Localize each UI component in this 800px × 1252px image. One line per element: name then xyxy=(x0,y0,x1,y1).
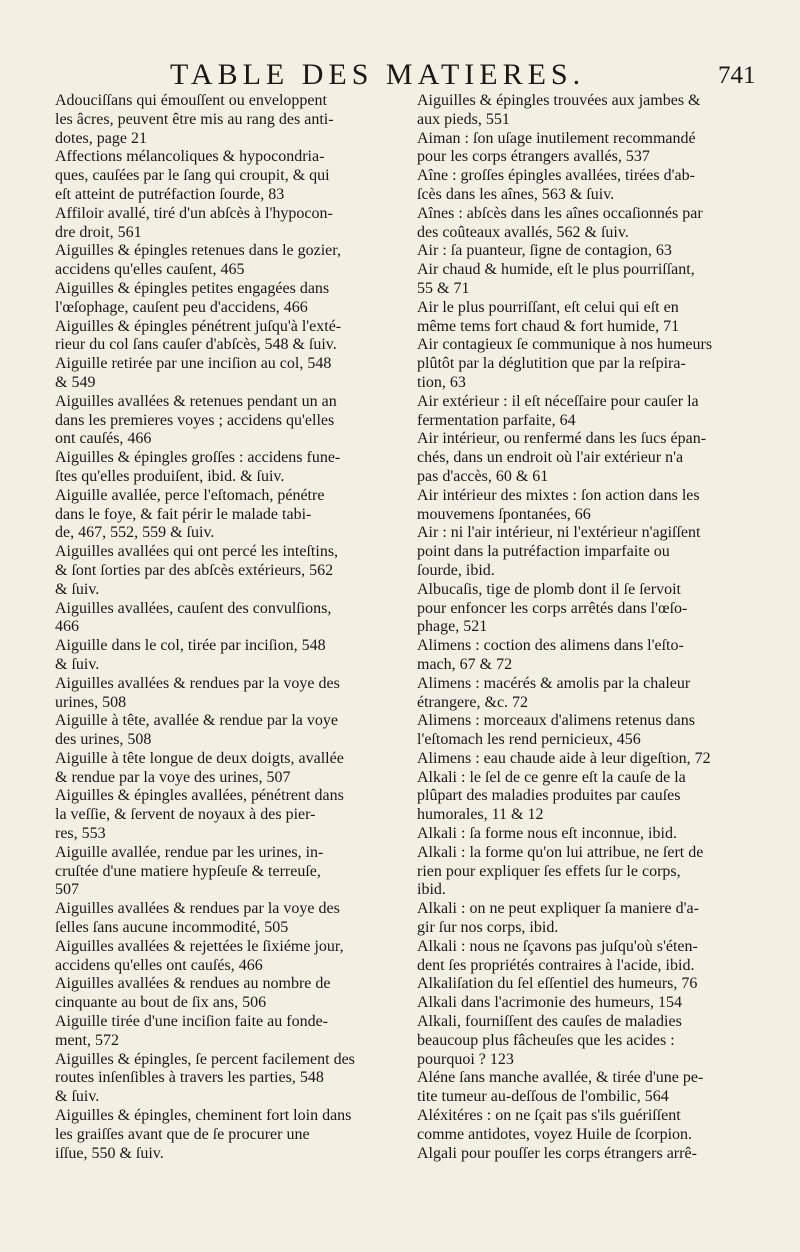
index-entry xyxy=(55,280,410,318)
index-entry xyxy=(55,393,410,449)
index-entry-line: plûpart des maladies produites par cauſes xyxy=(417,787,681,805)
index-entry-line: Alkali : on ne peut expliquer ſa maniere d'a- xyxy=(417,900,699,918)
index-entry xyxy=(417,1013,772,1069)
index-entry xyxy=(55,148,410,204)
index-entry xyxy=(417,675,772,713)
index-entry xyxy=(55,600,410,638)
index-entry-line: chés, dans un endroit où l'air extérieur n'a xyxy=(417,449,684,467)
index-entry-line: Aiguille avallée, perce l'eſtomach, pénétre xyxy=(55,486,325,504)
index-entry-line: 507 xyxy=(55,881,79,899)
index-entry-line: Air extérieur : il eſt néceſſaire pour cauſer la xyxy=(417,392,699,410)
index-entry-line: Aiguilles avallées & rendues par la voye des xyxy=(55,674,340,692)
index-entry-line: beaucoup plus fâcheuſes que les acides : xyxy=(417,1031,675,1049)
index-entry-line: pour enfoncer les corps arrêtés dans l'œſo- xyxy=(417,599,688,617)
index-entry-line: dent ſes propriétés contraires à l'acide, ibid. xyxy=(417,956,695,974)
index-entry-line: Aiguilles & épingles petites engagées dans xyxy=(55,279,330,297)
index-entry-line: ont cauſés, 466 xyxy=(55,430,152,448)
index-entry-line: phage, 521 xyxy=(417,618,488,636)
index-entry-line: Aiguilles & épingles groſſes : accidens fune- xyxy=(55,449,341,467)
index-entry xyxy=(55,1013,410,1051)
index-entry-line: Air intérieur, ou renfermé dans les ſucs épan- xyxy=(417,430,707,448)
index-entry-line: 466 xyxy=(55,618,79,636)
index-entry xyxy=(417,242,772,261)
index-entry xyxy=(417,581,772,637)
index-entry-line: Aîne : groſſes épingles avallées, tirées d'ab- xyxy=(417,167,695,185)
index-entry xyxy=(55,543,410,599)
index-entry xyxy=(417,750,772,769)
running-head: TABLE DES MATIERES. xyxy=(170,58,586,91)
index-entry-line: Affiloir avallé, tiré d'un abſcès à l'hypocon- xyxy=(55,204,333,222)
index-entry-line: Aléne ſans manche avallée, & tirée d'une pe- xyxy=(417,1069,704,1087)
index-entry-line: res, 553 xyxy=(55,825,106,843)
index-entry-line: dans les premieres voyes ; accidens qu'elles xyxy=(55,411,335,429)
index-entry-line: Adouciſſans qui émouſſent ou enveloppent xyxy=(55,92,327,109)
index-entry-line: des coûteaux avallés, 562 & ſuiv. xyxy=(417,223,629,241)
index-entry-line: Aiguilles & épingles pénétrent juſqu'à l'exté- xyxy=(55,317,342,335)
index-entry-line: cinquante au bout de ſix ans, 506 xyxy=(55,994,267,1012)
index-entry-line: mouvemens ſpontanées, 66 xyxy=(417,505,591,523)
index-entry-line: eſt atteint de putréfaction ſourde, 83 xyxy=(55,185,285,203)
index-entry-line: 55 & 71 xyxy=(417,279,470,297)
index-entry-line: Albucaſis, tige de plomb dont il ſe ſervoit xyxy=(417,580,681,598)
index-entry-line: cruſtée d'une matiere hypſeuſe & terreuſe, xyxy=(55,862,321,880)
index-entry xyxy=(417,167,772,205)
index-entry xyxy=(417,487,772,525)
index-entry-line: & ſuiv. xyxy=(55,655,100,673)
index-entry-line: Alkali : nous ne ſçavons pas juſqu'où s'éten- xyxy=(417,937,698,955)
index-entry-line: Aiguille à tête longue de deux doigts, avallée xyxy=(55,749,344,767)
index-entry-line: Alkaliſation du ſel eſſentiel des humeurs, 76 xyxy=(417,975,698,993)
index-entry-line: & rendue par la voye des urines, 507 xyxy=(55,768,291,786)
index-entry-line: Aiguilles avallées & retenues pendant un an xyxy=(55,392,337,410)
index-entry-line: tite tumeur au-deſſous de l'ombilic, 564 xyxy=(417,1088,669,1106)
index-entry xyxy=(417,1145,772,1164)
index-entry xyxy=(55,675,410,713)
index-entry xyxy=(417,1069,772,1107)
index-entry-line: plûtôt par la déglutition que par la reſpira- xyxy=(417,355,686,373)
index-entry-line: pas d'accès, 60 & 61 xyxy=(417,467,549,485)
index-entry-line: pour les corps étrangers avallés, 537 xyxy=(417,148,650,166)
index-entry-line: rien pour expliquer ſes effets ſur le corps, xyxy=(417,862,681,880)
index-entry-line: Air intérieur des mixtes : ſon action dans les xyxy=(417,486,700,504)
index-entry xyxy=(417,524,772,580)
index-entry-line: rieur du col ſans cauſer d'abſcès, 548 & ſuiv. xyxy=(55,336,337,354)
index-entry xyxy=(55,318,410,356)
index-entry-line: Alkali dans l'acrimonie des humeurs, 154 xyxy=(417,994,683,1012)
index-entry-line: & ſuiv. xyxy=(55,580,100,598)
index-entry-line: Alimens : macérés & amolis par la chaleur xyxy=(417,674,691,692)
index-column-right xyxy=(417,92,772,1163)
index-entry-line: aux pieds, 551 xyxy=(417,110,510,128)
index-entry-line: Aînes : abſcès dans les aînes occaſionnés par xyxy=(417,204,703,222)
index-entry xyxy=(417,130,772,168)
index-entry-line: Aiguilles & épingles avallées, pénétrent dans xyxy=(55,787,344,805)
index-entry xyxy=(55,844,410,900)
index-entry-line: fermentation parfaite, 64 xyxy=(417,411,576,429)
index-entry-line: Alkali, fourniſſent des cauſes de maladies xyxy=(417,1013,682,1031)
index-entry-line: Aléxitéres : on ne ſçait pas s'ils guériſſent xyxy=(417,1107,681,1125)
index-entry-line: des urines, 508 xyxy=(55,731,152,749)
index-entry-line: Aiguille retirée par une inciſion au col, 548 xyxy=(55,355,332,373)
index-entry-line: ſtes qu'elles produiſent, ibid. & ſuiv. xyxy=(55,467,285,485)
index-entry xyxy=(55,449,410,487)
index-entry xyxy=(55,975,410,1013)
index-entry-line: point dans la putréfaction imparfaite ou xyxy=(417,543,670,561)
index-entry-line: Aiguille tirée d'une inciſion faite au fonde- xyxy=(55,1013,329,1031)
index-entry xyxy=(55,1107,410,1163)
index-entry xyxy=(417,844,772,900)
index-entry-line: Algali pour pouſſer les corps étrangers arrê- xyxy=(417,1144,697,1162)
index-entry-line: ſcès dans les aînes, 563 & ſuiv. xyxy=(417,185,615,203)
index-entry-line: Aiman : ſon uſage inutilement recommandé xyxy=(417,129,696,147)
index-entry-line: Affections mélancoliques & hypocondria- xyxy=(55,148,325,166)
index-entry-line: ſourde, ibid. xyxy=(417,561,495,579)
index-entry xyxy=(417,712,772,750)
index-entry-line: tion, 63 xyxy=(417,373,466,391)
index-entry-line: pourquoi ? 123 xyxy=(417,1050,514,1068)
index-column-left xyxy=(55,92,410,1163)
index-entry-line: iſſue, 550 & ſuiv. xyxy=(55,1144,164,1162)
index-entry-line: Aiguilles & épingles retenues dans le gozier, xyxy=(55,242,341,260)
index-entry-line: Alkali : ſa forme nous eſt inconnue, ibid. xyxy=(417,825,677,843)
index-entry-line: l'œſophage, cauſent peu d'accidens, 466 xyxy=(55,298,308,316)
index-entry-line: Alkali : le ſel de ce genre eſt la cauſe de la xyxy=(417,768,686,786)
index-entry-line: Alimens : coction des alimens dans l'eſto- xyxy=(417,637,684,655)
index-entry-line: comme antidotes, voyez Huile de ſcorpion. xyxy=(417,1125,693,1143)
index-entry-line: Aiguilles & épingles, ſe percent facilement des xyxy=(55,1050,355,1068)
index-entry-line: Air chaud & humide, eſt le plus pourriſſant, xyxy=(417,261,695,279)
index-entry xyxy=(55,487,410,543)
index-entry xyxy=(417,205,772,243)
index-entry-line: Air contagieux ſe communique à nos humeurs xyxy=(417,336,713,354)
index-entry xyxy=(55,750,410,788)
index-entry-line: Aiguilles avallées, cauſent des convulſions, xyxy=(55,599,332,617)
index-entry-line: Air : ſa puanteur, ſigne de contagion, 63 xyxy=(417,242,672,260)
index-entry-line: Air le plus pourriſſant, eſt celui qui eſt en xyxy=(417,298,679,316)
index-entry-line: Aiguilles & épingles, cheminent fort loin dans xyxy=(55,1107,352,1125)
index-entry-line: accidens qu'elles ont cauſés, 466 xyxy=(55,956,263,974)
index-entry-line: dotes, page 21 xyxy=(55,129,147,147)
index-entry-line: & ſuiv. xyxy=(55,1088,100,1106)
index-entry-line: ques, cauſées par le ſang qui croupit, & qui xyxy=(55,167,330,185)
index-entry xyxy=(417,769,772,825)
index-entry-line: Aiguilles avallées & rendues par la voye des xyxy=(55,900,340,918)
index-entry-line: l'eſtomach les rend pernicieux, 456 xyxy=(417,731,641,749)
index-entry xyxy=(417,261,772,299)
index-entry-line: Aiguille dans le col, tirée par inciſion, 548 xyxy=(55,637,326,655)
index-entry-line: les graiſſes avant que de ſe procurer une xyxy=(55,1125,310,1143)
index-entry-line: Alimens : morceaux d'alimens retenus dans xyxy=(417,712,695,730)
index-entry xyxy=(55,242,410,280)
index-entry xyxy=(417,1107,772,1145)
index-entry xyxy=(55,938,410,976)
index-entry xyxy=(417,299,772,337)
index-entry-line: routes inſenſibles à travers les parties, 548 xyxy=(55,1069,324,1087)
index-entry xyxy=(55,205,410,243)
index-entry-line: & 549 xyxy=(55,373,96,391)
index-entry-line: mach, 67 & 72 xyxy=(417,655,513,673)
index-entry xyxy=(55,787,410,843)
index-entry-line: Aiguille à tête, avallée & rendue par la voye xyxy=(55,712,338,730)
index-entry xyxy=(417,430,772,486)
index-entry-line: même tems fort chaud & fort humide, 71 xyxy=(417,317,680,335)
index-entry-line: Aiguilles & épingles trouvées aux jambes & xyxy=(417,92,701,109)
index-entry-line: humorales, 11 & 12 xyxy=(417,806,544,824)
index-entry-line: accidens qu'elles cauſent, 465 xyxy=(55,261,245,279)
index-entry xyxy=(417,92,772,130)
index-entry-line: la veſſie, & ſervent de noyaux à des pier- xyxy=(55,806,316,824)
index-entry-line: Aiguilles avallées & rejettées le ſixiéme jour, xyxy=(55,937,344,955)
index-entry-line: Air : ni l'air intérieur, ni l'extérieur n'agiſſent xyxy=(417,524,701,542)
index-entry-line: Aiguille avallée, rendue par les urines, in- xyxy=(55,843,324,861)
index-entry xyxy=(55,355,410,393)
index-entry-line: & ſont ſorties par des abſcès extérieurs, 562 xyxy=(55,561,334,579)
index-entry-line: ibid. xyxy=(417,881,446,899)
index-entry-line: dans le foye, & fait périr le malade tabi- xyxy=(55,505,312,523)
index-entry-line: Aiguilles avallées & rendues au nombre de xyxy=(55,975,331,993)
index-entry xyxy=(417,393,772,431)
index-entry-line: étrangere, &c. 72 xyxy=(417,693,529,711)
index-entry-line: Alimens : eau chaude aide à leur digeſtion, 72 xyxy=(417,749,711,767)
index-entry-line: Aiguilles avallées qui ont percé les inteſtins, xyxy=(55,543,339,561)
index-entry-line: dre droit, 561 xyxy=(55,223,142,241)
index-entry xyxy=(55,1051,410,1107)
index-entry-line: Alkali : la forme qu'on lui attribue, ne ſert de xyxy=(417,843,704,861)
index-entry xyxy=(417,938,772,976)
index-entry xyxy=(417,336,772,392)
index-entry xyxy=(55,900,410,938)
page-number: 741 xyxy=(718,62,756,89)
index-entry xyxy=(417,975,772,994)
index-entry xyxy=(417,637,772,675)
index-entry-line: les âcres, peuvent être mis au rang des anti- xyxy=(55,110,334,128)
index-entry-line: ſelles ſans aucune incommodité, 505 xyxy=(55,919,289,937)
index-entry xyxy=(55,637,410,675)
index-entry xyxy=(55,92,410,148)
index-entry-line: urines, 508 xyxy=(55,693,127,711)
index-entry xyxy=(55,712,410,750)
index-entry-line: de, 467, 552, 559 & ſuiv. xyxy=(55,524,215,542)
index-entry xyxy=(417,825,772,844)
index-entry-line: gir ſur nos corps, ibid. xyxy=(417,919,559,937)
index-entry xyxy=(417,994,772,1013)
index-entry-line: ment, 572 xyxy=(55,1031,119,1049)
index-entry xyxy=(417,900,772,938)
